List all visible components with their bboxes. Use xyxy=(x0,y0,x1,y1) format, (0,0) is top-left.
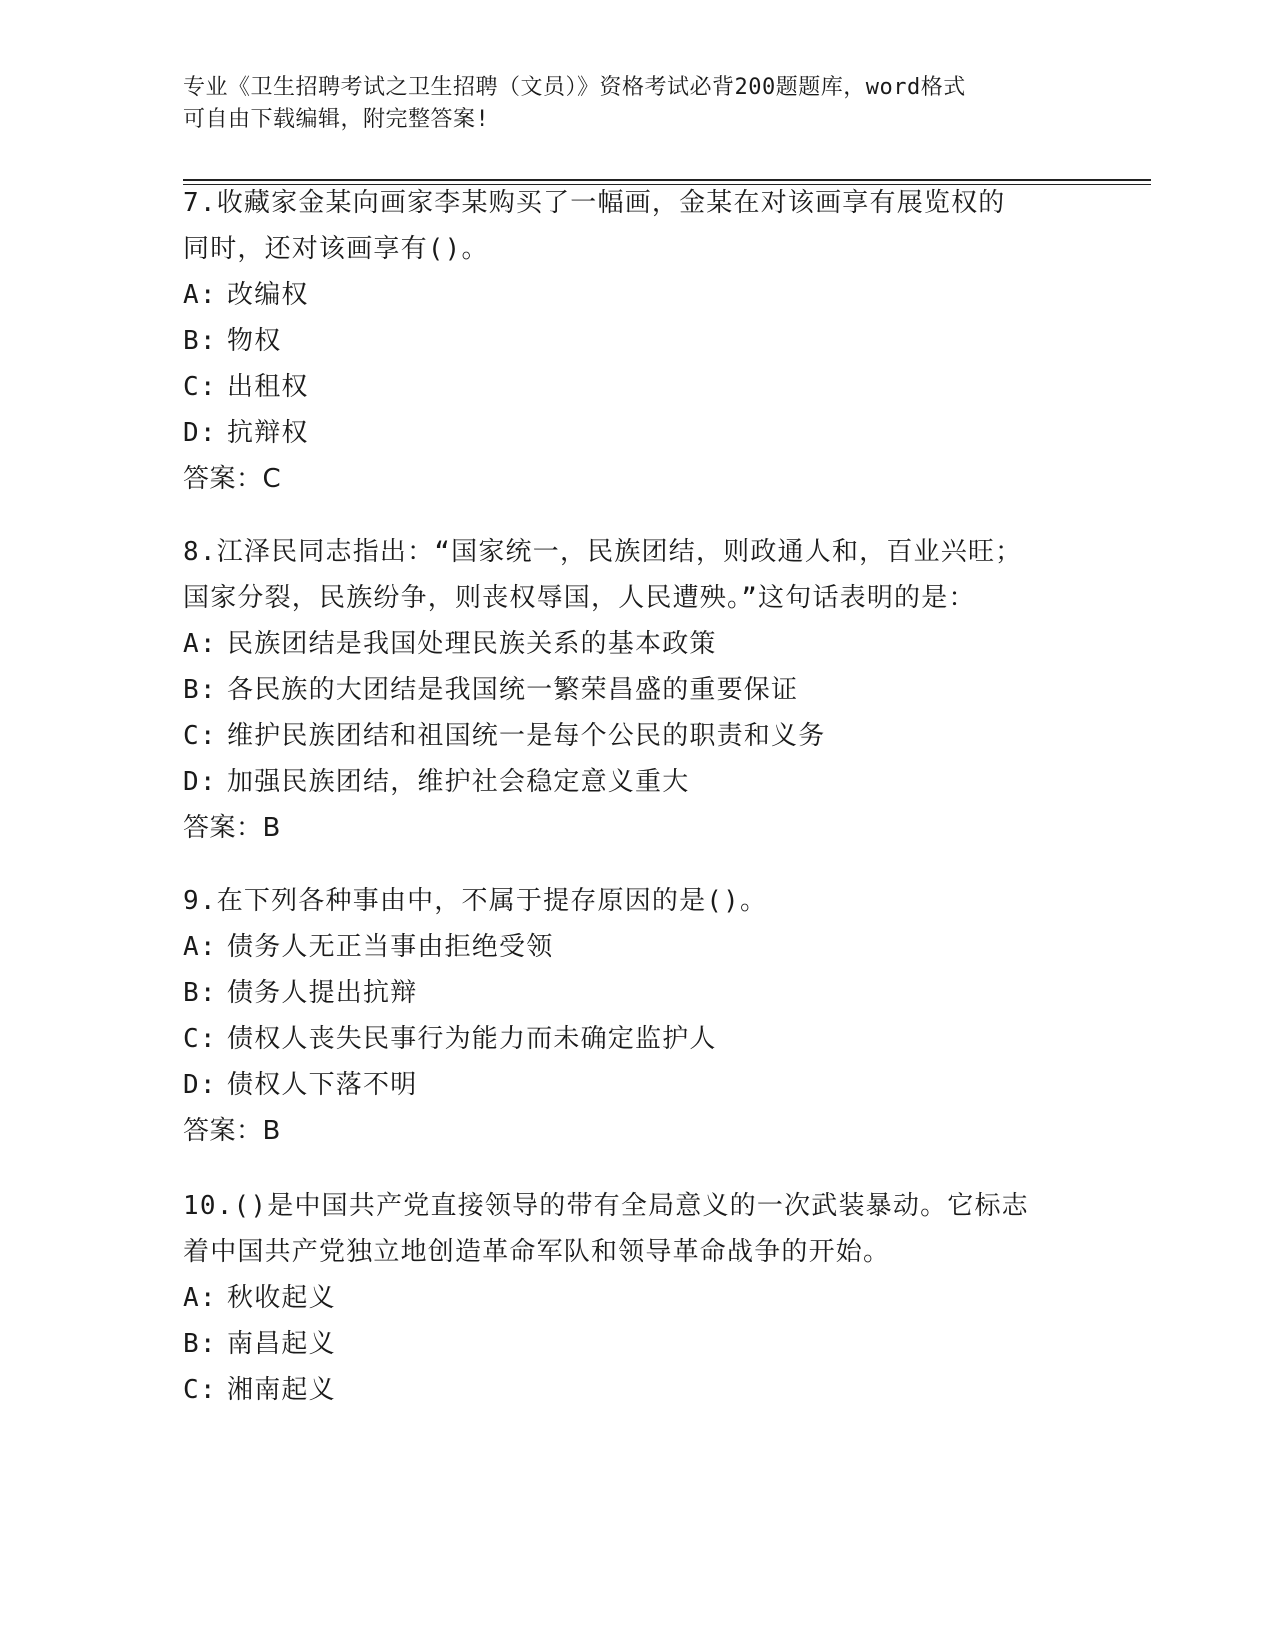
option-letter: C: xyxy=(183,1024,217,1054)
option-letter: D: xyxy=(183,1070,217,1100)
option-letter: B: xyxy=(183,978,217,1008)
option-text: 改编权 xyxy=(227,280,309,310)
option-text: 物权 xyxy=(227,326,282,356)
question-stem-line: 同时，还对该画享有()。 xyxy=(183,234,489,264)
option-c xyxy=(183,1016,1083,1062)
option-text: 加强民族团结，维护社会稳定意义重大 xyxy=(227,767,690,797)
option-text: 维护民族团结和祖国统一是每个公民的职责和义务 xyxy=(227,721,826,751)
question-8 xyxy=(183,529,1083,851)
option-b xyxy=(183,318,1083,364)
document-header xyxy=(183,72,1063,136)
question-stem-line: 7.收藏家金某向画家李某购买了一幅画，金某在对该画享有展览权的 xyxy=(183,188,1006,218)
option-text: 债务人提出抗辩 xyxy=(227,978,418,1008)
answer-line: 答案：C xyxy=(183,464,282,494)
question-10 xyxy=(183,1183,1083,1413)
option-c xyxy=(183,1367,1083,1413)
option-text: 各民族的大团结是我国统一繁荣昌盛的重要保证 xyxy=(227,675,799,705)
question-stem-line: 国家分裂，民族纷争，则丧权辱国，人民遭殃。”这句话表明的是： xyxy=(183,583,976,613)
option-d xyxy=(183,759,1083,805)
question-stem-line: 9.在下列各种事由中，不属于提存原因的是()。 xyxy=(183,886,768,916)
header-line-2: 可自由下载编辑，附完整答案! xyxy=(183,107,490,132)
option-letter: B: xyxy=(183,1329,217,1359)
option-a xyxy=(183,1275,1083,1321)
option-a xyxy=(183,621,1083,667)
option-text: 南昌起义 xyxy=(227,1329,336,1359)
option-text: 秋收起义 xyxy=(227,1283,336,1313)
option-letter: C: xyxy=(183,1375,217,1405)
option-letter: A: xyxy=(183,280,217,310)
option-letter: D: xyxy=(183,418,217,448)
answer-line: 答案：B xyxy=(183,813,281,843)
option-text: 湘南起义 xyxy=(227,1375,336,1405)
option-a xyxy=(183,924,1083,970)
option-c xyxy=(183,364,1083,410)
option-letter: D: xyxy=(183,767,217,797)
option-b xyxy=(183,970,1083,1016)
question-7 xyxy=(183,180,1083,502)
option-b xyxy=(183,1321,1083,1367)
answer-line: 答案：B xyxy=(183,1116,281,1146)
option-letter: A: xyxy=(183,1283,217,1313)
option-a xyxy=(183,272,1083,318)
option-letter: B: xyxy=(183,675,217,705)
option-text: 民族团结是我国处理民族关系的基本政策 xyxy=(227,629,717,659)
question-stem-line: 着中国共产党独立地创造革命军队和领导革命战争的开始。 xyxy=(183,1237,891,1267)
option-text: 债务人无正当事由拒绝受领 xyxy=(227,932,554,962)
question-9 xyxy=(183,878,1083,1154)
option-text: 债权人丧失民事行为能力而未确定监护人 xyxy=(227,1024,717,1054)
option-c xyxy=(183,713,1083,759)
question-stem-line: 8.江泽民同志指出：“国家统一，民族团结，则政通人和，百业兴旺； xyxy=(183,537,1023,567)
option-letter: A: xyxy=(183,932,217,962)
option-letter: A: xyxy=(183,629,217,659)
header-line-1: 专业《卫生招聘考试之卫生招聘（文员）》资格考试必背200题题库，word格式 xyxy=(183,75,966,100)
option-b xyxy=(183,667,1083,713)
option-text: 出租权 xyxy=(227,372,309,402)
option-letter: C: xyxy=(183,372,217,402)
option-text: 抗辩权 xyxy=(227,418,309,448)
question-stem-line: 10.()是中国共产党直接领导的带有全局意义的一次武装暴动。它标志 xyxy=(183,1191,1029,1221)
option-text: 债权人下落不明 xyxy=(227,1070,418,1100)
option-letter: B: xyxy=(183,326,217,356)
option-d xyxy=(183,1062,1083,1108)
option-d xyxy=(183,410,1083,456)
option-letter: C: xyxy=(183,721,217,751)
